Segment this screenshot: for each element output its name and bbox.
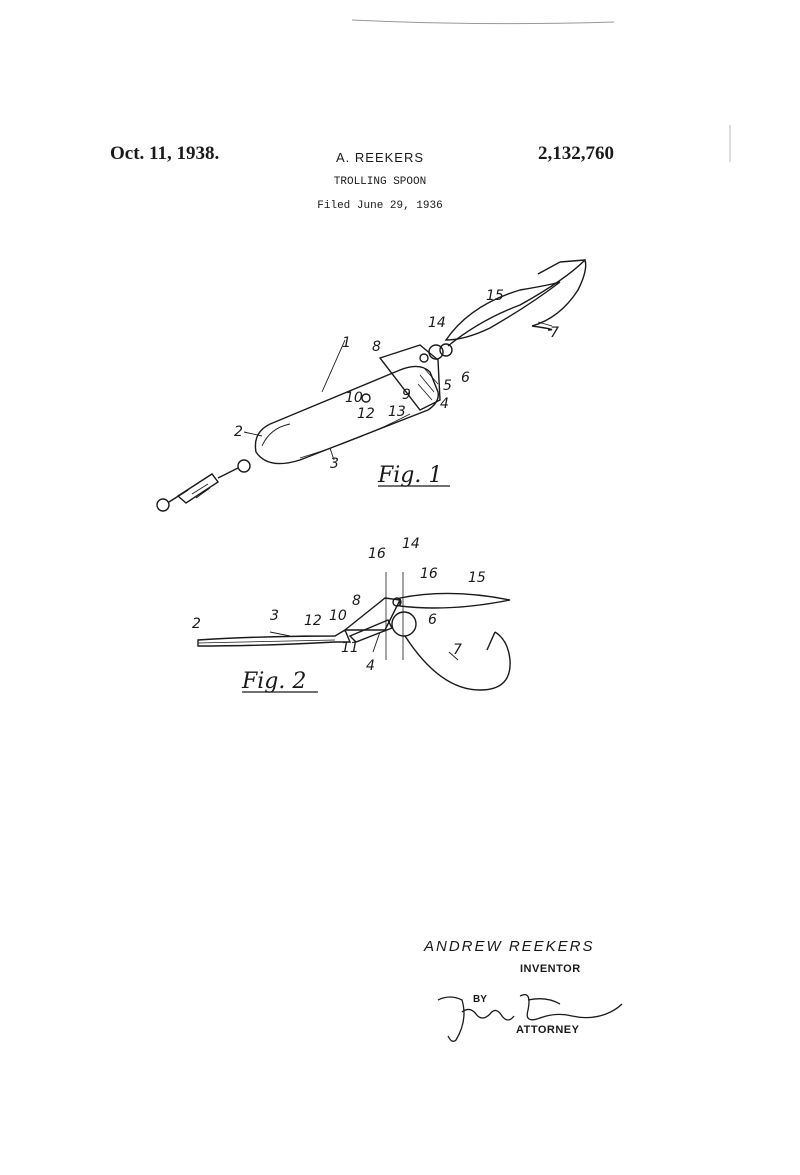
ref-numeral: 11: [341, 640, 359, 656]
hook-shank: [448, 260, 586, 346]
hook-bend: [532, 326, 552, 330]
ref-numeral: 12: [304, 613, 322, 629]
hook-side: [405, 632, 510, 690]
signature-stroke: [438, 997, 464, 1041]
ref-numeral: 14: [402, 536, 420, 552]
ref-numeral: 4: [366, 658, 375, 674]
ring-5: [440, 344, 452, 356]
eye-ring-front: [238, 460, 250, 472]
ref-numeral: 3: [330, 456, 339, 472]
inventor-heading: A. REEKERS: [335, 150, 425, 165]
patent-date: Oct. 11, 1938.: [110, 143, 220, 164]
ref-numeral: 16: [420, 566, 438, 582]
ring-6-side: [392, 612, 416, 636]
ref-numeral: 15: [468, 570, 486, 586]
swivel-wire: [218, 468, 238, 478]
attorney-label: ATTORNEY: [516, 1024, 580, 1036]
figure-1-label: Fig. 1: [378, 463, 443, 488]
swivel-detail: [192, 484, 210, 498]
inventor-name: ANDREW REEKERS: [424, 938, 595, 955]
feather-blade-side: [400, 593, 510, 608]
ref-numeral: 4: [440, 396, 449, 412]
ref-numeral: 10: [345, 390, 363, 406]
patent-number: 2,132,760: [538, 143, 614, 164]
figure-2-label: Fig. 2: [242, 669, 307, 694]
ref-numeral: 1: [342, 335, 351, 351]
ref-numeral: 2: [192, 616, 201, 632]
ref-numeral: 14: [428, 315, 446, 331]
ref-numeral: 8: [372, 339, 381, 355]
figure-1-drawing: [157, 260, 586, 511]
patent-title: TROLLING SPOON: [333, 176, 427, 188]
ref-numeral: 15: [486, 288, 504, 304]
ref-numeral: 7: [550, 325, 559, 341]
ref-numeral: 10: [329, 608, 347, 624]
signature-stroke: [528, 999, 560, 1004]
swivel-barrel: [178, 474, 218, 503]
ref-numeral: 3: [270, 608, 279, 624]
figure-2-refs: [192, 536, 486, 674]
by-label: BY: [473, 994, 487, 1005]
scan-mark: [352, 20, 614, 24]
ref-numeral: 5: [443, 378, 452, 394]
ref-numeral: 12: [357, 406, 375, 422]
spoon-shading: [262, 424, 290, 446]
swivel-ring: [157, 499, 169, 511]
spoon-edge: [300, 414, 410, 458]
ref-numeral: 16: [368, 546, 386, 562]
ref-numeral: 2: [234, 424, 243, 440]
filed-date: Filed June 29, 1936: [317, 200, 443, 212]
leader-line: [270, 632, 290, 636]
signature-stroke: [462, 1009, 514, 1020]
ref-numeral: 13: [388, 404, 406, 420]
pivot-hole: [420, 354, 428, 362]
ref-numeral: 8: [352, 593, 361, 609]
spoon-body: [255, 366, 438, 463]
hook-side-barb: [487, 632, 495, 650]
inventor-label: INVENTOR: [520, 963, 581, 975]
ref-numeral: 9: [402, 387, 411, 403]
rivet: [362, 394, 370, 402]
ref-numeral: 7: [453, 642, 462, 658]
ref-numeral: 6: [461, 370, 470, 386]
ref-numeral: 6: [428, 612, 437, 628]
